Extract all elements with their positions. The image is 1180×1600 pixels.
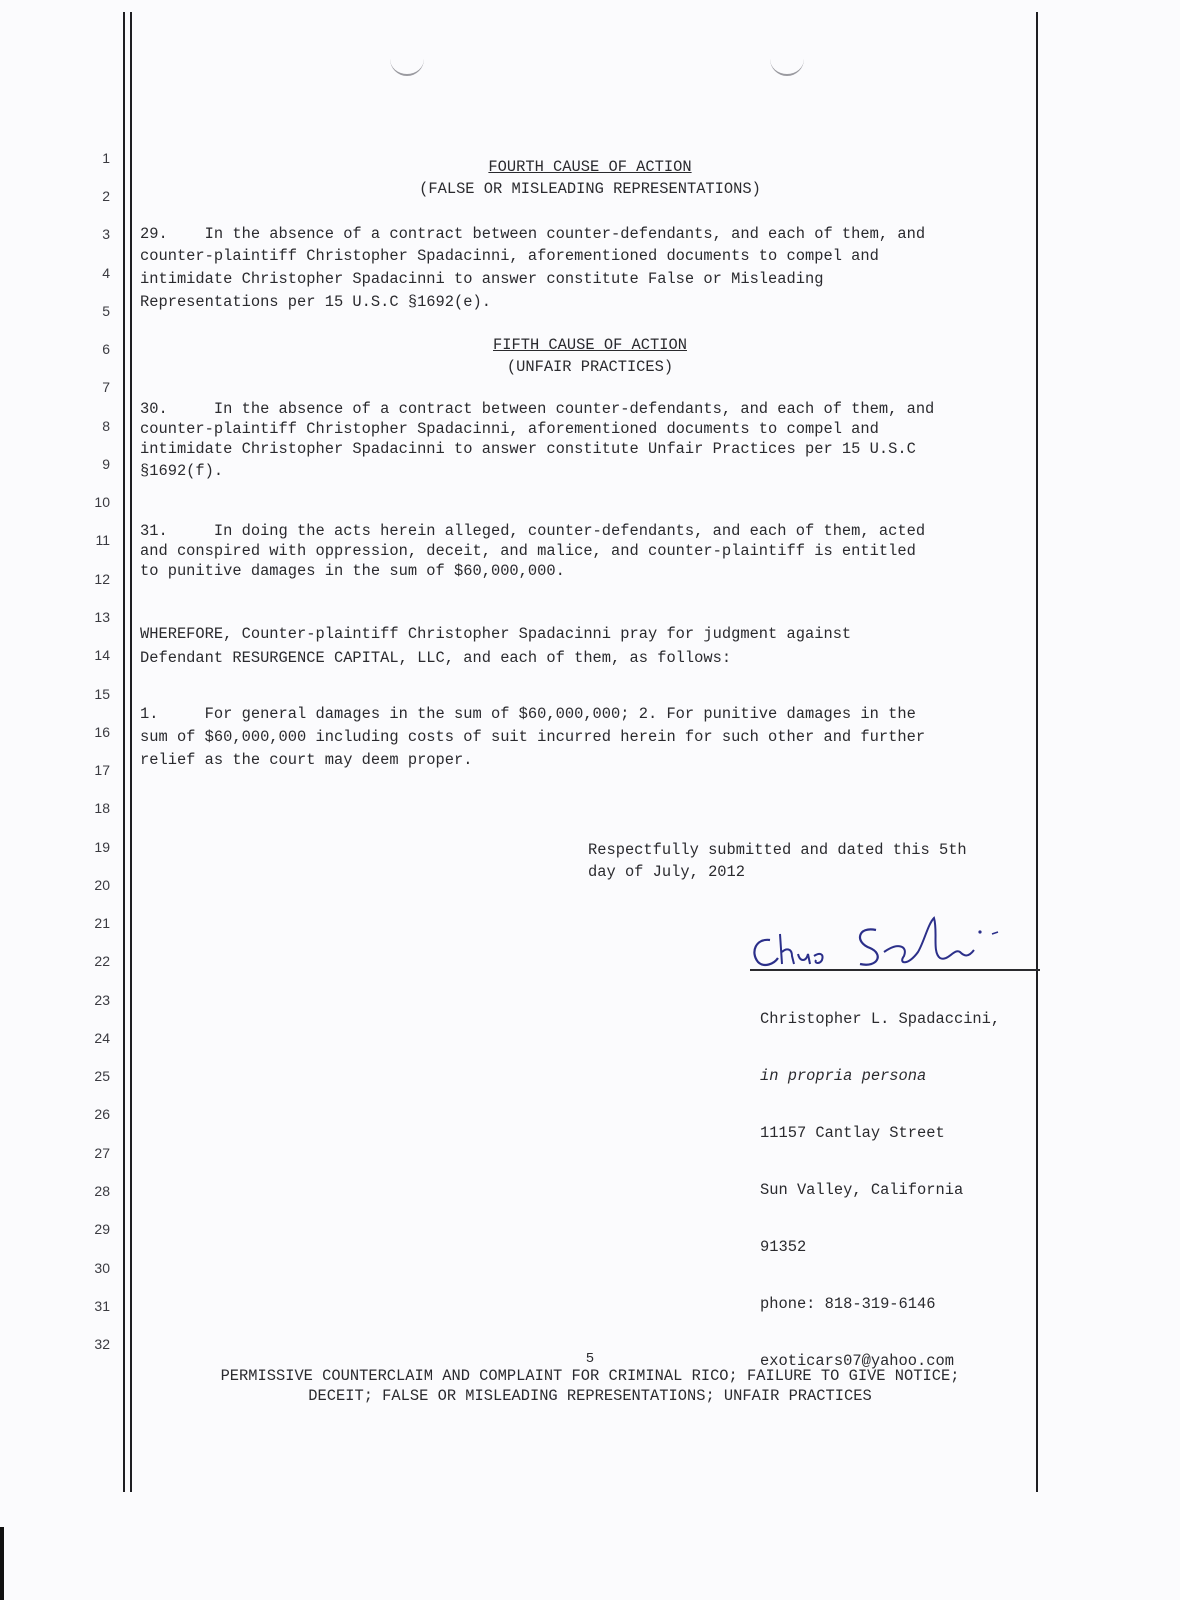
line-number: 30 [94, 1260, 110, 1276]
paragraph-29-line: counter-plaintiff Christopher Spadacinni, aforementioned documents to compel and [140, 247, 879, 265]
paragraph-30-line: intimidate Christopher Spadacinni to answer constitute Unfair Practices per 15 U.S.C [140, 440, 916, 458]
left-margin-rule [123, 12, 125, 1492]
line-number: 14 [94, 647, 110, 663]
line-number: 9 [102, 456, 110, 472]
line-number: 20 [94, 877, 110, 893]
paragraph-31-line: and conspired with oppression, deceit, and malice, and counter-plaintiff is entitled [140, 542, 916, 560]
line-number: 23 [94, 992, 110, 1008]
fourth-cause-subtitle: (FALSE OR MISLEADING REPRESENTATIONS) [419, 180, 761, 198]
line-number: 16 [94, 724, 110, 740]
submitted-line: day of July, 2012 [588, 863, 746, 881]
line-number: 31 [94, 1298, 110, 1314]
prayer-line: sum of $60,000,000 including costs of suit incurred herein for such other and further [140, 728, 926, 746]
line-number: 2 [102, 188, 110, 204]
punch-hole-mark [390, 56, 424, 76]
line-number: 13 [94, 609, 110, 625]
line-number: 29 [94, 1221, 110, 1237]
handwritten-signature [748, 912, 1008, 972]
signer-street: 11157 Cantlay Street [760, 1124, 945, 1142]
wherefore-line: WHEREFORE, Counter-plaintiff Christopher Spadacinni pray for judgment against [140, 625, 852, 643]
paragraph-30-line: counter-plaintiff Christopher Spadacinni, aforementioned documents to compel and [140, 420, 879, 438]
line-number: 28 [94, 1183, 110, 1199]
line-number: 3 [102, 226, 110, 242]
footer-caption-line: DECEIT; FALSE OR MISLEADING REPRESENTATIONS; UNFAIR PRACTICES [308, 1387, 872, 1405]
line-number: 18 [94, 800, 110, 816]
line-number: 8 [102, 418, 110, 434]
paragraph-30-line: §1692(f). [140, 462, 224, 480]
signer-name: Christopher L. Spadaccini, [760, 1010, 1001, 1028]
prayer-line: relief as the court may deem proper. [140, 751, 473, 769]
line-number: 26 [94, 1106, 110, 1122]
line-number: 19 [94, 839, 110, 855]
line-number: 11 [95, 532, 110, 548]
page-number: 5 [585, 1351, 595, 1367]
line-number: 17 [94, 762, 110, 778]
line-number: 24 [94, 1030, 110, 1046]
fifth-cause-title: FIFTH CAUSE OF ACTION [493, 336, 687, 354]
punch-hole-mark [770, 56, 804, 76]
line-number: 15 [94, 686, 110, 702]
paragraph-31-line: to punitive damages in the sum of $60,000,000. [140, 562, 565, 580]
line-number: 27 [94, 1145, 110, 1161]
scan-edge-mark [0, 1527, 4, 1600]
right-margin-rule [1036, 12, 1038, 1492]
prayer-line: 1. For general damages in the sum of $60,000,000; 2. For punitive damages in the [140, 705, 916, 723]
line-number: 32 [94, 1336, 110, 1352]
signer-block [760, 972, 1000, 1409]
wherefore-line: Defendant RESURGENCE CAPITAL, LLC, and each of them, as follows: [140, 649, 732, 667]
paragraph-29-line: intimidate Christopher Spadacinni to answer constitute False or Misleading [140, 270, 824, 288]
signer-city: Sun Valley, California [760, 1181, 964, 1199]
paragraph-30-line: 30. In the absence of a contract between counter-defendants, and each of them, and [140, 400, 935, 418]
left-margin-rule-inner [130, 12, 132, 1492]
footer-caption-line: PERMISSIVE COUNTERCLAIM AND COMPLAINT FOR CRIMINAL RICO; FAILURE TO GIVE NOTICE; [220, 1367, 960, 1385]
signer-phone: phone: 818-319-6146 [760, 1295, 936, 1313]
line-number: 21 [94, 915, 110, 931]
submitted-line: Respectfully submitted and dated this 5th [588, 841, 967, 859]
signature-line [750, 969, 1040, 971]
paragraph-29-line: Representations per 15 U.S.C §1692(e). [140, 293, 491, 311]
signer-email: exoticars07@yahoo.com [760, 1352, 954, 1370]
line-number: 5 [102, 303, 110, 319]
line-number: 4 [102, 265, 110, 281]
paragraph-31-line: 31. In doing the acts herein alleged, counter-defendants, and each of them, acted [140, 522, 926, 540]
fifth-cause-subtitle: (UNFAIR PRACTICES) [506, 358, 674, 376]
line-number: 12 [94, 571, 110, 587]
line-number: 22 [94, 953, 110, 969]
line-number: 7 [102, 379, 110, 395]
signer-zip: 91352 [760, 1238, 807, 1256]
line-number: 1 [102, 150, 110, 166]
line-number: 25 [94, 1068, 110, 1084]
line-number: 10 [94, 494, 110, 510]
line-number: 6 [102, 341, 110, 357]
fourth-cause-title: FOURTH CAUSE OF ACTION [488, 158, 692, 176]
paragraph-29-line: 29. In the absence of a contract between counter-defendants, and each of them, and [140, 225, 926, 243]
signer-capacity: in propria persona [760, 1067, 927, 1085]
